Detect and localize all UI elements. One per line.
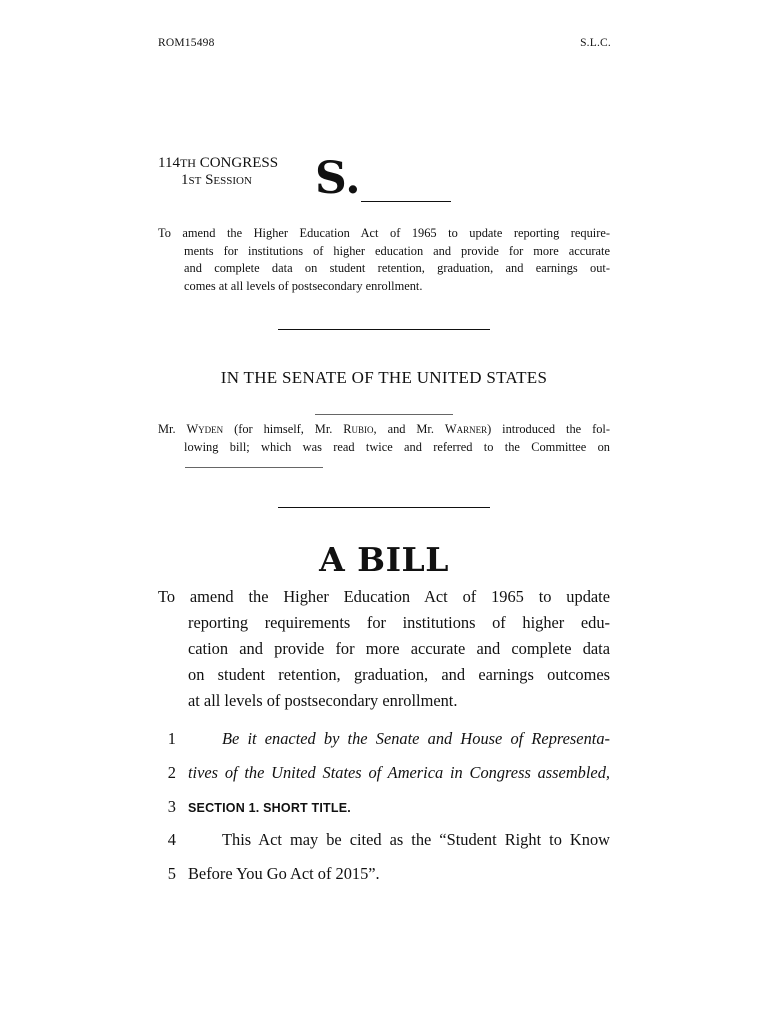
intro-text: Mr. [158,422,187,436]
session-number [181,172,252,190]
long-title [158,584,610,714]
document-id: ROM15498 [158,37,215,49]
congress-num: 114 [158,155,180,171]
purpose-summary-line: comes at all levels of postsecondary enrollment. [184,278,423,293]
introduction-line [158,421,610,439]
line-number: 1 [167,729,176,748]
line-number: 3 [167,797,176,816]
long-title-line: reporting requirements for institutions of higher edu- [188,613,610,632]
office-code: S.L.C. [580,37,611,49]
enacting-clause-line: tives of the United States of America in Congress assembled, [188,763,610,782]
long-title-line: cation and provide for more accurate and complete data [188,639,610,658]
committee-blank [185,467,323,468]
line-number: 2 [167,763,176,782]
sponsor-name: Wyden [186,422,224,436]
divider-rule [278,507,490,508]
bill-number-blank [361,201,451,202]
purpose-summary-line: and complete data on student retention, graduation, and earnings out- [184,261,610,275]
bill-designation: S. [315,153,361,204]
purpose-summary-line: ments for institutions of higher education and provide for more accurate [184,243,610,258]
introduction-statement [158,421,610,456]
section-heading: SECTION 1. SHORT TITLE. [188,801,351,815]
short-title-line: This Act may be cited as the “Student Right to Know [222,830,610,849]
intro-text: (for himself, Mr. [223,422,344,436]
purpose-summary [158,225,610,295]
enacting-clause-line: Be it enacted by the Senate and House of Representa- [222,729,610,748]
session-label: Session [201,172,252,188]
congress-label: CONGRESS [195,155,279,171]
introduction-line: lowing bill; which was read twice and referred to the Committee on [184,439,610,454]
bill-title: A BILL [319,540,449,579]
cosponsor-name: Warner [444,422,488,436]
long-title-line: on student retention, graduation, and earnings outcomes [188,665,610,684]
short-title-line: Before You Go Act of 2015”. [188,864,380,883]
session-sup: ST [188,175,202,187]
congress-sup: TH [179,156,196,170]
cosponsor-name: Rubio [343,422,374,436]
congress-number [158,155,278,172]
line-number: 5 [167,864,176,883]
line-number: 4 [167,830,176,849]
session-num: 1 [181,172,189,188]
chamber-heading: IN THE SENATE OF THE UNITED STATES [220,368,548,387]
long-title-line: at all levels of postsecondary enrollment. [188,691,458,710]
thin-divider [315,414,453,415]
divider-rule [278,329,490,330]
purpose-summary-line: To amend the Higher Education Act of 1965 to update reporting require- [158,226,610,240]
intro-text: ) introduced the fol- [487,422,610,436]
intro-text: , and Mr. [373,422,445,436]
long-title-line: To amend the Higher Education Act of 1965 to update [158,587,610,606]
